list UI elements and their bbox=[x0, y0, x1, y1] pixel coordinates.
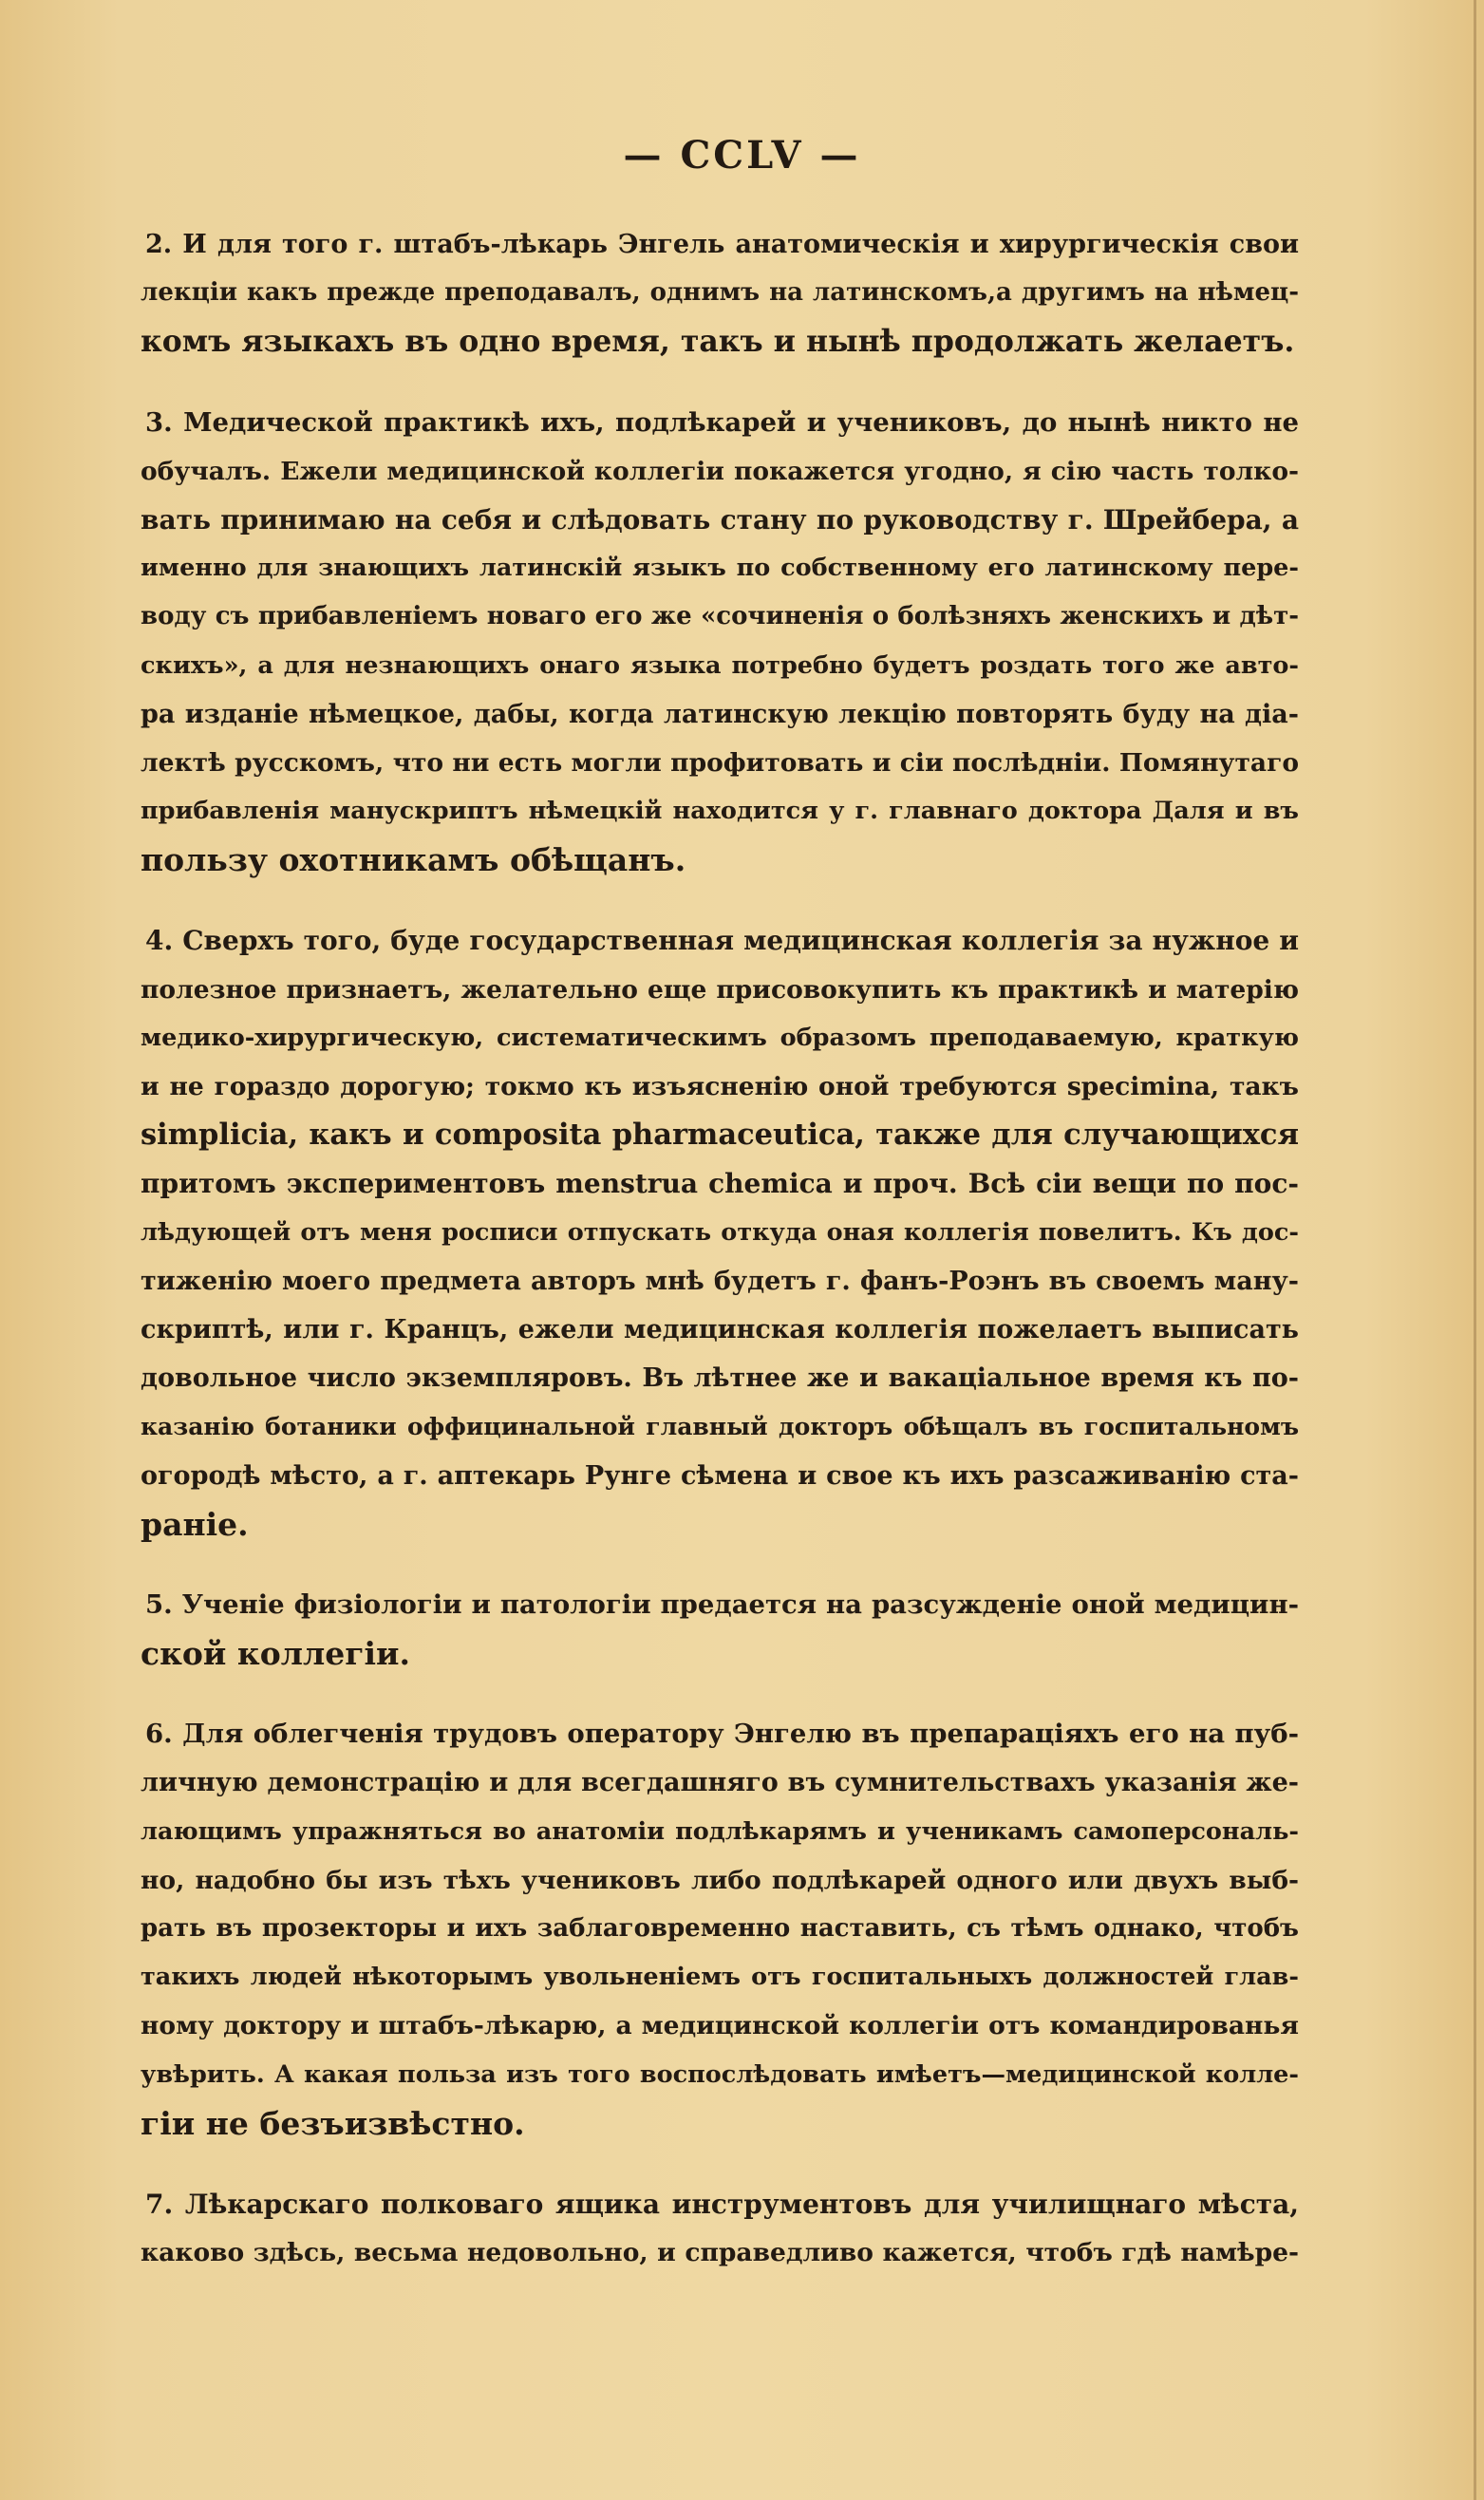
text-line: каково здѣсь, весьма недовольно, и справедливо кажется, чтобъ гдѣ намѣре- bbox=[141, 2238, 1299, 2268]
text-line: лекціи какъ прежде преподавалъ, однимъ на латинскомъ,а другимъ на нѣмец- bbox=[141, 278, 1299, 308]
page-number-header: — CCLV — bbox=[623, 133, 861, 178]
paragraph-6 bbox=[141, 1710, 1299, 2148]
text-line: 6. Для облегченія трудовъ оператору Энгелю въ препараціяхъ его на пуб- bbox=[145, 1719, 1299, 1750]
text-line: 7. Лѣкарскаго полковаго ящика инструментовъ для училищнаго мѣста, bbox=[145, 2188, 1299, 2220]
text-line: ному доктору и штабъ-лѣкарю, а медицинской коллегіи отъ командированья bbox=[141, 2011, 1299, 2041]
text-line: казанію ботаники оффицинальной главный докторъ обѣщалъ въ госпитальномъ bbox=[141, 1413, 1299, 1441]
text-line: полезное признаетъ, желательно еще присовокупить къ практикѣ и матерію bbox=[141, 974, 1299, 1005]
text-line: увѣрить. А какая польза изъ того воспослѣдовать имѣетъ—медицинской колле- bbox=[141, 2059, 1299, 2089]
text-line: лѣдующей отъ меня росписи отпускать откуда оная коллегія повелитъ. Къ дос- bbox=[141, 1217, 1299, 1247]
text-line: огородѣ мѣсто, а г. аптекарь Рунге сѣмена и свое къ ихъ разсаживанію ста- bbox=[141, 1460, 1299, 1491]
paragraph-5 bbox=[141, 1581, 1299, 1678]
paragraph-2 bbox=[141, 220, 1299, 367]
paragraph-3 bbox=[141, 399, 1299, 885]
text-line: лектѣ русскомъ, что ни есть могли профитовать и сіи послѣдніи. Помянутаго bbox=[141, 747, 1299, 778]
text-line: ской коллегіи. bbox=[141, 1635, 410, 1673]
text-line: тиженію моего предмета авторъ мнѣ будетъ г. фанъ-Роэнъ въ своемъ ману- bbox=[141, 1266, 1299, 1296]
paragraph-7 bbox=[141, 2180, 1299, 2277]
text-line: simplicia, какъ и composita pharmaceutica, также для случающихся bbox=[141, 1118, 1299, 1153]
text-line: ра изданіе нѣмецкое, дабы, когда латинскую лекцію повторять буду на діа- bbox=[141, 699, 1299, 729]
text-line: воду съ прибавленіемъ новаго его же «сочиненія о болѣзняхъ женскихъ и дѣт- bbox=[141, 602, 1299, 631]
text-line: лающимъ упражняться во анатоміи подлѣкарямъ и ученикамъ самоперсональ- bbox=[141, 1816, 1299, 1846]
text-line: личную демонстрацію и для всегдашняго въ сумнительствахъ указанія же- bbox=[141, 1768, 1299, 1798]
text-line: именно для знающихъ латинскій языкъ по собственному его латинскому пере- bbox=[141, 554, 1299, 583]
text-line: пользу охотникамъ обѣщанъ. bbox=[141, 841, 686, 879]
text-line: 4. Сверхъ того, буде государственная медицинская коллегія за нужное и bbox=[145, 925, 1299, 957]
paragraph-4 bbox=[141, 916, 1299, 1548]
text-line: и не гораздо дорогую; токмо къ изъясненію оной требуются specimina, такъ bbox=[141, 1072, 1299, 1101]
text-line: раніе. bbox=[141, 1505, 249, 1543]
text-line: гіи не безъизвѣстно. bbox=[141, 2104, 525, 2142]
text-line: но, надобно бы изъ тѣхъ учениковъ либо подлѣкарей одного или двухъ выб- bbox=[141, 1865, 1299, 1895]
text-line: довольное число экземпляровъ. Въ лѣтнее же и вакаціальное время къ по- bbox=[141, 1363, 1299, 1394]
text-line: рать въ прозекторы и ихъ заблаговременно наставить, съ тѣмъ однако, чтобъ bbox=[141, 1914, 1299, 1943]
text-line: скихъ», а для незнающихъ онаго языка потребно будетъ роздать того же авто- bbox=[141, 650, 1299, 680]
text-line: медико-хирургическую, систематическимъ образомъ преподаваемую, краткую bbox=[141, 1023, 1299, 1052]
text-line: 3. Медической практикѣ ихъ, подлѣкарей и учениковъ, до нынѣ никто не bbox=[145, 406, 1299, 438]
text-line: прибавленія манускриптъ нѣмецкій находится у г. главнаго доктора Даля и въ bbox=[141, 797, 1299, 826]
text-line: притомъ экспериментовъ menstrua chemica и проч. Всѣ сіи вещи по пос- bbox=[141, 1168, 1299, 1200]
text-line: такихъ людей нѣкоторымъ увольненіемъ отъ госпитальныхъ должностей глав- bbox=[141, 1963, 1299, 1992]
text-line: комъ языкахъ въ одно время, такъ и нынѣ продолжать желаетъ. bbox=[141, 324, 1295, 360]
text-line: 2. И для того г. штабъ-лѣкарь Энгель анатомическія и хирургическія свои bbox=[145, 230, 1299, 259]
body-text bbox=[141, 220, 1299, 2309]
page-edge-shadow bbox=[1474, 0, 1476, 2500]
text-line: вать принимаю на себя и слѣдовать стану по руководству г. Шрейбера, а bbox=[141, 503, 1299, 536]
text-line: 5. Ученіе физіологіи и патологіи предается на разсужденіе оной медицин- bbox=[145, 1588, 1299, 1620]
text-line: скриптѣ, или г. Кранцъ, ежели медицинская коллегія пожелаетъ выписать bbox=[141, 1314, 1299, 1344]
text-line: обучалъ. Ежели медицинской коллегіи покажется угодно, я сію часть толко- bbox=[141, 456, 1299, 486]
